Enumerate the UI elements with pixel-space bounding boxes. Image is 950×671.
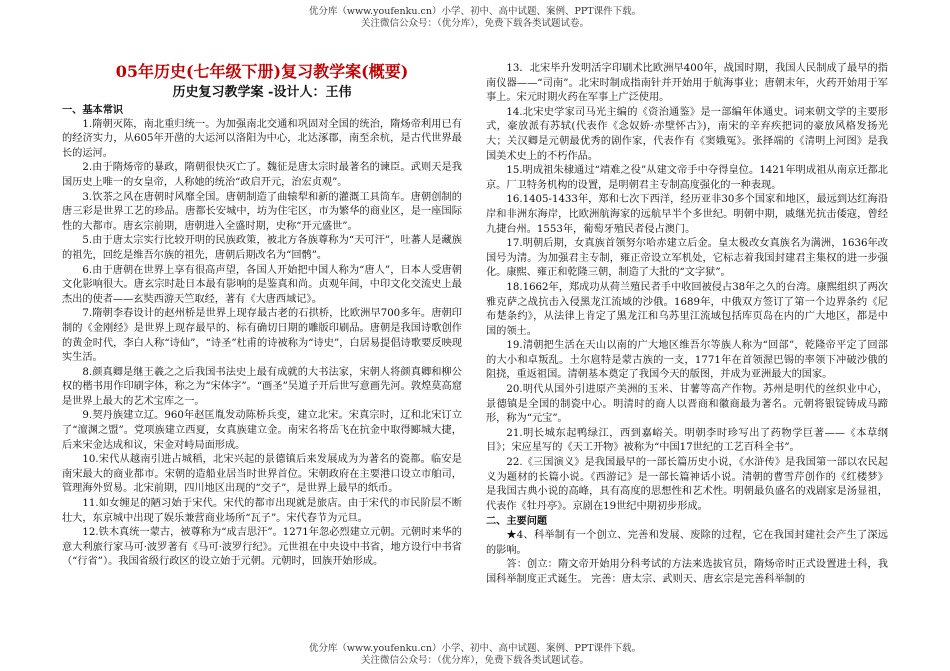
paragraph: 15.明成祖朱棣通过“靖难之役”从建文帝手中夺得皇位。1421年明成祖从南京迁都北京。厂卫特务机构的设置，是明朝君主专制高度强化的一种表现。 — [486, 165, 888, 191]
paragraph: 2.由于隋炀帝的暴政，隋朝很快灭亡了。魏征是唐太宗时最著名的谏臣。武则天是我国历史上唯一的女皇帝，人称她的统治“政启开元，治宏贞观”。 — [62, 162, 462, 188]
paragraph: 6.由于唐朝在世界上享有很高声望，各国人开始把中国人称为“唐人”，日本人受唐朝文化影响很大。唐玄宗时赴日本最有影响的是鉴真和尚。贞观年间，中印文化交流史上最杰出的使者——玄奘西游天竺取经，著有《大唐西域记》。 — [62, 264, 462, 305]
paragraph: 9.契丹族建立辽。960年赵匡胤发动陈桥兵变，建立北宋。宋真宗时，辽和北宋订立了“澶渊之盟”。党项族建立西夏，女真族建立金。南宋名将岳飞在抗金中取得郾城大捷，后来宋金达成和议，宋金对峙局面形成。 — [62, 410, 462, 451]
paragraph: 17.明朝后期，女真族首领努尔哈赤建立后金。皇太极改女真族名为满洲，1636年改国号为清。为加强君主专制，雍正帝设立军机处，它标志着我国封建君主集权的进一步强化。康熙、雍正和乾隆三朝，制造了大批的“文字狱”。 — [486, 238, 888, 279]
page-footer — [0, 643, 950, 667]
paragraph: 1.隋朝灭陈，南北重归统一。为加强南北交通和巩固对全国的统治，隋炀帝利用已有的经济实力，从605年开凿的大运河以洛阳为中心，北达涿郡，南至余杭，是古代世界最长的运河。 — [62, 118, 462, 159]
document-title: 05年历史(七年级下册)复习教学案(概要) — [115, 62, 409, 81]
paragraph: 3.饮茶之风在唐朝时风靡全国。唐朝制造了曲辕犁和新的灌溉工具筒车。唐朝创制的唐三彩是世界工艺的珍品。唐都长安城中，坊为住宅区，市为繁华的商业区，是一座国际性的大都市。唐玄宗前期，唐朝进入全盛时期，史称“开元盛世”。 — [62, 191, 462, 232]
header-line-1: 优分库（www.youfenku.cn）小学、初中、高中试题、案例、PPT课件下载。 — [308, 6, 642, 17]
page-header — [0, 6, 950, 30]
footer-line-2: 关注微信公众号：（优分库），免费下载各类试题试卷。 — [360, 655, 589, 666]
paragraph: 7.隋朝李春设计的赵州桥是世界上现存最古老的石拱桥，比欧洲早700多年。唐朝印制的《金刚经》是世界上现存最早的、标有确切日期的雕版印刷品。唐朝是我国诗歌创作的黄金时代，李白人称“诗仙”，“诗圣”杜甫的诗被称为“诗史”，白居易提倡诗歌要反映现实生活。 — [62, 308, 462, 364]
paragraph: 14.北宋史学家司马光主编的《资治通鉴》是一部编年体通史。词来朝文学的主要形式，豪放派有苏轼(代表作《念奴娇·赤壁怀古》)，南宋的辛弃疾把词的豪放风格发扬光大；关汉卿是元朝最优秀的剧作家，代表作有《窦娥冤》。张择端的《清明上河图》是我国美术史上的不朽作品。 — [486, 106, 888, 162]
paragraph: 20.明代从国外引进原产美洲的玉米、甘薯等高产作物。苏州是明代的丝织业中心，景德镇是全国的制瓷中心。明清时的商人以晋商和徽商最为著名。元朝将银锭铸成马蹄形，称为“元宝”。 — [486, 384, 888, 425]
footer-line-1: 优分库（www.youfenku.cn）小学、初中、高中试题、案例、PPT课件下载。 — [308, 643, 642, 654]
right-column — [486, 62, 888, 587]
section-heading-questions: 二、主要问题 — [486, 515, 548, 528]
left-column — [62, 62, 462, 570]
paragraph: 5.由于唐太宗实行比较开明的民族政策，被北方各族尊称为“天可汗”，吐蕃人是藏族的祖先，回纥是维吾尔族的祖先，唐朝后期改名为“回鹘”。 — [62, 235, 462, 261]
answer: 答：创立：隋文帝开始用分科考试的方法来选拔官员，隋炀帝时正式设置进士科，我国科举制度正式诞生。 完善：唐太宗、武则天、唐玄宗是完善科举制的 — [486, 559, 888, 585]
paragraph: 12.铁木真统一蒙古，被尊称为“成吉思汗”。1271年忽必烈建立元朝。元朝时来华的意大利旅行家马可·波罗著有《马可·波罗行纪》。元世祖在中央设中书省，地方设行中书省（“行省”）。我国省级行政区的设立始于元朝。元朝时，回族开始形成。 — [62, 527, 462, 568]
paragraph: 22.《三国演义》是我国最早的一部长篇历史小说，《水浒传》是我国第一部以农民起义为题材的长篇小说。《西游记》是一部长篇神话小说。清朝的曹雪芹创作的《红楼梦》是我国古典小说的高峰，具有高度的思想性和艺术性。明朝最负盛名的戏剧家是汤显祖，代表作《牡丹亭》。京剧在19世纪中期初步形成。 — [486, 457, 888, 512]
document-subtitle: 历史复习教学案 -设计人：王伟 — [172, 85, 352, 100]
paragraph: 11.如女缠足的陋习始于宋代。宋代的都市出现就是旅店。由于宋代的市民阶层不断壮大，东京城中出现了娱乐兼营商业场所“瓦子”。宋代春节为元旦。 — [62, 498, 462, 524]
question: ★4、科举制有一个创立、完善和发展、废除的过程，它在我国封建社会产生了深远的影响。 — [486, 530, 888, 556]
paragraph: 19.清朝把生活在天山以南的广大地区维吾尔等族人称为“回部”，乾隆帝平定了回部的大小和卓叛乱。土尔扈特是蒙古族的一支，1771年在首领渥巴锡的率领下冲破沙俄的阻挠，重返祖国。清朝基本奠定了我国今天的版图，并成为亚洲最大的国家。 — [486, 340, 888, 381]
paragraph: 13．北宋毕升发明活字印刷术比欧洲早400年，战国时期，我国人民制成了最早的指南仪器——“司南”。北宋时制成指南针并开始用于航海事业；唐朝末年，火药开始用于军事上。宋元时期火药在军事上广泛使用。 — [486, 63, 888, 104]
paragraph: 16.1405-1433年，郑和七次下西洋，经历亚非30多个国家和地区，最远到达红海沿岸和非洲东海岸，比欧洲航海家的远航早半个多世纪。明朝中期，戚继光抗击倭寇，曾经九捷台州。1553年，葡萄牙殖民者侵占澳门。 — [486, 194, 888, 235]
paragraph: 8.颜真卿是继王羲之之后我国书法史上最有成就的大书法家，宋朝人将颜真卿和柳公权的楷书用作印刷字体，称之为“宋体字”。“画圣”吴道子开后世写意画先河。敦煌莫高窟是世界上最大的艺术宝库之一。 — [62, 366, 462, 407]
section-heading-basics: 一、基本常识 — [62, 104, 124, 116]
paragraph: 21.明长城东起鸭绿江，西到嘉峪关。明朝李时珍写出了药物学巨著——《本草纲目》；宋应星写的《天工开物》被称为“中国17世纪的工艺百科全书”。 — [486, 427, 888, 454]
paragraph: 18.1662年，郑成功从荷兰殖民者手中收回被侵占38年之久的台湾。康熙组织了两次雅克萨之战抗击入侵黑龙江流域的沙俄。1689年，中俄双方签订了第一个边界条约《尼布楚条约》，从法律上肯定了黑龙江和乌苏里江流域包括库页岛在内的广大地区，都是中国的领土。 — [486, 281, 888, 337]
header-line-2: 关注微信公众号：（优分库），免费下载各类试题试卷。 — [360, 18, 589, 29]
paragraph: 10.宋代从越南引进占城稻，北宋兴起的景德镇后来发展成为为著名的瓷都。临安是南宋最大的商业都市。宋朝的造船业居当时世界首位。宋朝政府在主要港口设立市舶司，管理海外贸易。北宋前期，四川地区出现的“交子”，是世界上最早的纸币。 — [62, 454, 462, 495]
